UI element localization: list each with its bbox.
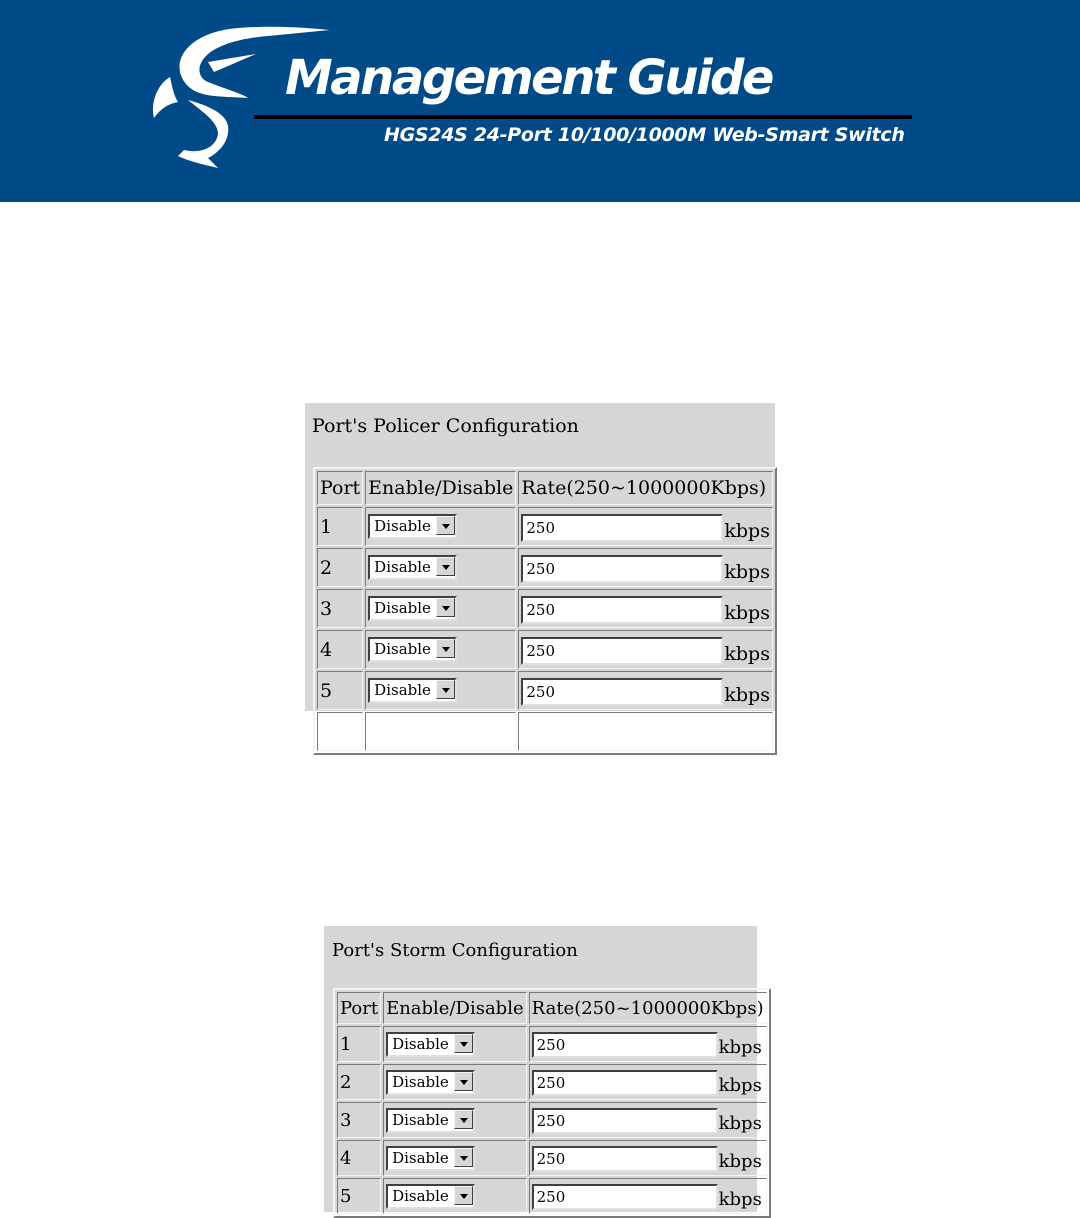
port-number: 5 xyxy=(317,671,363,710)
rate-input[interactable] xyxy=(532,1070,718,1096)
chevron-down-icon[interactable] xyxy=(436,680,455,699)
chevron-down-icon[interactable] xyxy=(454,1110,473,1129)
table-row xyxy=(337,1102,767,1138)
storm-table xyxy=(333,988,771,1218)
table-row xyxy=(337,1026,767,1062)
rate-unit: kbps xyxy=(718,1189,762,1210)
enable-select[interactable]: Disable xyxy=(368,678,457,703)
rate-input[interactable] xyxy=(532,1032,718,1058)
port-number: 3 xyxy=(317,589,363,628)
rate-input[interactable] xyxy=(521,555,723,583)
chevron-down-icon[interactable] xyxy=(436,557,455,576)
table-header-row xyxy=(337,992,767,1024)
port-number: 1 xyxy=(337,1026,381,1062)
table-header-row xyxy=(317,471,773,505)
enable-select[interactable]: Disable xyxy=(386,1184,475,1209)
table-row-partial xyxy=(317,712,773,751)
chevron-down-icon[interactable] xyxy=(454,1034,473,1053)
chevron-down-icon[interactable] xyxy=(454,1186,473,1205)
table-row xyxy=(317,507,773,546)
chevron-down-icon[interactable] xyxy=(436,598,455,617)
port-number: 4 xyxy=(337,1140,381,1176)
header-banner xyxy=(0,0,1080,202)
table-row xyxy=(317,630,773,669)
enable-select[interactable]: Disable xyxy=(368,637,457,662)
enable-select[interactable]: Disable xyxy=(368,555,457,580)
rate-unit: kbps xyxy=(718,1151,762,1172)
port-number: 2 xyxy=(337,1064,381,1100)
column-header-enable: Enable/Disable xyxy=(383,992,527,1024)
enable-select[interactable]: Disable xyxy=(368,514,457,539)
rate-unit: kbps xyxy=(724,601,770,624)
port-number: 3 xyxy=(337,1102,381,1138)
table-row xyxy=(317,589,773,628)
storm-config-panel xyxy=(324,926,764,1212)
chevron-down-icon[interactable] xyxy=(454,1148,473,1167)
rate-unit: kbps xyxy=(718,1037,762,1058)
port-number: 5 xyxy=(337,1178,381,1214)
table-row xyxy=(337,1178,767,1214)
enable-select[interactable]: Disable xyxy=(386,1032,475,1057)
rate-input[interactable] xyxy=(521,514,723,542)
banner-divider xyxy=(254,115,912,119)
port-number: 2 xyxy=(317,548,363,587)
column-header-enable: Enable/Disable xyxy=(365,471,516,505)
policer-panel-title: Port's Policer Configuration xyxy=(312,415,579,437)
enable-select[interactable]: Disable xyxy=(386,1146,475,1171)
port-number: 1 xyxy=(317,507,363,546)
policer-table xyxy=(313,467,777,755)
policer-config-panel xyxy=(305,403,775,711)
banner-subtitle: HGS24S 24-Port 10/100/1000M Web-Smart Switch xyxy=(384,124,905,146)
column-header-port: Port xyxy=(317,471,363,505)
rate-unit: kbps xyxy=(718,1075,762,1096)
rate-input[interactable] xyxy=(521,637,723,665)
column-header-port: Port xyxy=(337,992,381,1024)
rate-unit: kbps xyxy=(724,519,770,542)
enable-select[interactable]: Disable xyxy=(386,1108,475,1133)
table-row xyxy=(317,548,773,587)
enable-select[interactable]: Disable xyxy=(368,596,457,621)
storm-panel-title: Port's Storm Configuration xyxy=(332,940,578,961)
rate-input[interactable] xyxy=(532,1108,718,1134)
rate-unit: kbps xyxy=(718,1113,762,1134)
table-row xyxy=(337,1140,767,1176)
rate-input[interactable] xyxy=(532,1146,718,1172)
table-row xyxy=(317,671,773,710)
banner-title: Management Guide xyxy=(285,50,772,106)
table-row xyxy=(337,1064,767,1100)
column-header-rate: Rate(250~1000000Kbps) xyxy=(529,992,767,1024)
column-header-rate: Rate(250~1000000Kbps) xyxy=(518,471,773,505)
rate-input[interactable] xyxy=(521,678,723,706)
rate-unit: kbps xyxy=(724,560,770,583)
chevron-down-icon[interactable] xyxy=(436,639,455,658)
rate-unit: kbps xyxy=(724,683,770,706)
rate-input[interactable] xyxy=(521,596,723,624)
port-number: 4 xyxy=(317,630,363,669)
rate-input[interactable] xyxy=(532,1184,718,1210)
chevron-down-icon[interactable] xyxy=(454,1072,473,1091)
chevron-down-icon[interactable] xyxy=(436,516,455,535)
rate-unit: kbps xyxy=(724,642,770,665)
enable-select[interactable]: Disable xyxy=(386,1070,475,1095)
